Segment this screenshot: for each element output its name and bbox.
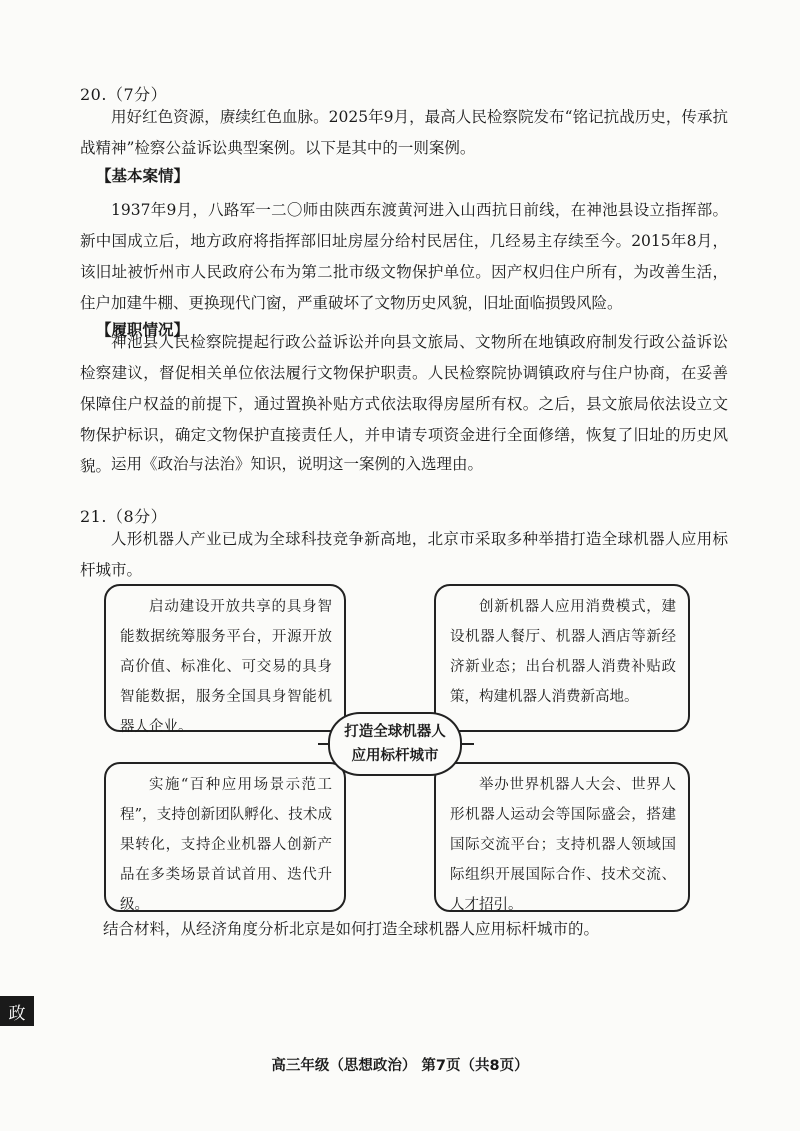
- diagram-center-node: [328, 712, 462, 776]
- basic-case-heading: 【基本案情】: [96, 166, 190, 185]
- measure-text-scenarios: 实施“百种应用场景示范工程”，支持创新团队孵化、技术成果转化，支持企业机器人创新产品在多类场景首试首用、迭代升级。: [120, 777, 332, 913]
- question-21-prompt: 结合材料，从经济角度分析北京是如何打造全球机器人应用标杆城市的。: [103, 920, 600, 938]
- question-20-prompt: 运用《政治与法治》知识，说明这一案例的入选理由。: [111, 455, 484, 473]
- page-footer: 高三年级（思想政治） 第7页（共8页）: [271, 1058, 529, 1074]
- subject-side-tab: 政: [0, 996, 34, 1026]
- basic-case-text: 1937年9月，八路军一二〇师由陕西东渡黄河进入山西抗日前线，在神池县设立指挥部。新中国成立后，地方政府将指挥部旧址房屋分给村民居住，几经易主存续至今。2015年8月，该旧址被忻州市人民政府公布为第二批市级文物保护单位。因产权归住户所有，为改善生活，住户加建牛棚、更换现代门窗，严重破坏了文物历史风貌，旧址面临损毁风险。: [80, 201, 728, 312]
- duty-text: 神池县人民检察院提起行政公益诉讼并向县文旅局、文物所在地镇政府制发行政公益诉讼检察建议，督促相关单位依法履行文物保护职责。人民检察院协调镇政府与住户协商，在妥善保障住户权益的前提下，通过置换补贴方式依法取得房屋所有权。之后，县文旅局依法设立文物保护标识，确定文物保护直接责任人，并申请专项资金进行全面修缮，恢复了旧址的历史风貌。: [80, 333, 728, 475]
- center-node-line2: 应用标杆城市: [351, 748, 439, 764]
- duty-heading: 【履职情况】: [96, 320, 190, 339]
- measure-text-international: 举办世界机器人大会、世界人形机器人运动会等国际盛会，搭建国际交流平台；支持机器人领域国际组织开展国际合作、技术交流、人才招引。: [450, 777, 676, 913]
- center-node-line1: 打造全球机器人: [344, 724, 446, 740]
- question-21-number: 21.（8分）: [80, 507, 168, 526]
- question-21-intro: 人形机器人产业已成为全球科技竞争新高地，北京市采取多种举措打造全球机器人应用标杆城市。: [80, 530, 728, 579]
- measure-text-consumption: 创新机器人应用消费模式，建设机器人餐厅、机器人酒店等新经济新业态；出台机器人消费补贴政策，构建机器人消费新高地。: [450, 599, 676, 705]
- question-20-intro: 用好红色资源，赓续红色血脉。2025年9月，最高人民检察院发布“铭记抗战历史，传承抗战精神”检察公益诉讼典型案例。以下是其中的一则案例。: [80, 108, 728, 157]
- question-20-number: 20.（7分）: [80, 85, 168, 104]
- measure-text-data-platform: 启动建设开放共享的具身智能数据统筹服务平台，开源开放高价值、标准化、可交易的具身智能数据，服务全国具身智能机器人企业。: [120, 599, 332, 735]
